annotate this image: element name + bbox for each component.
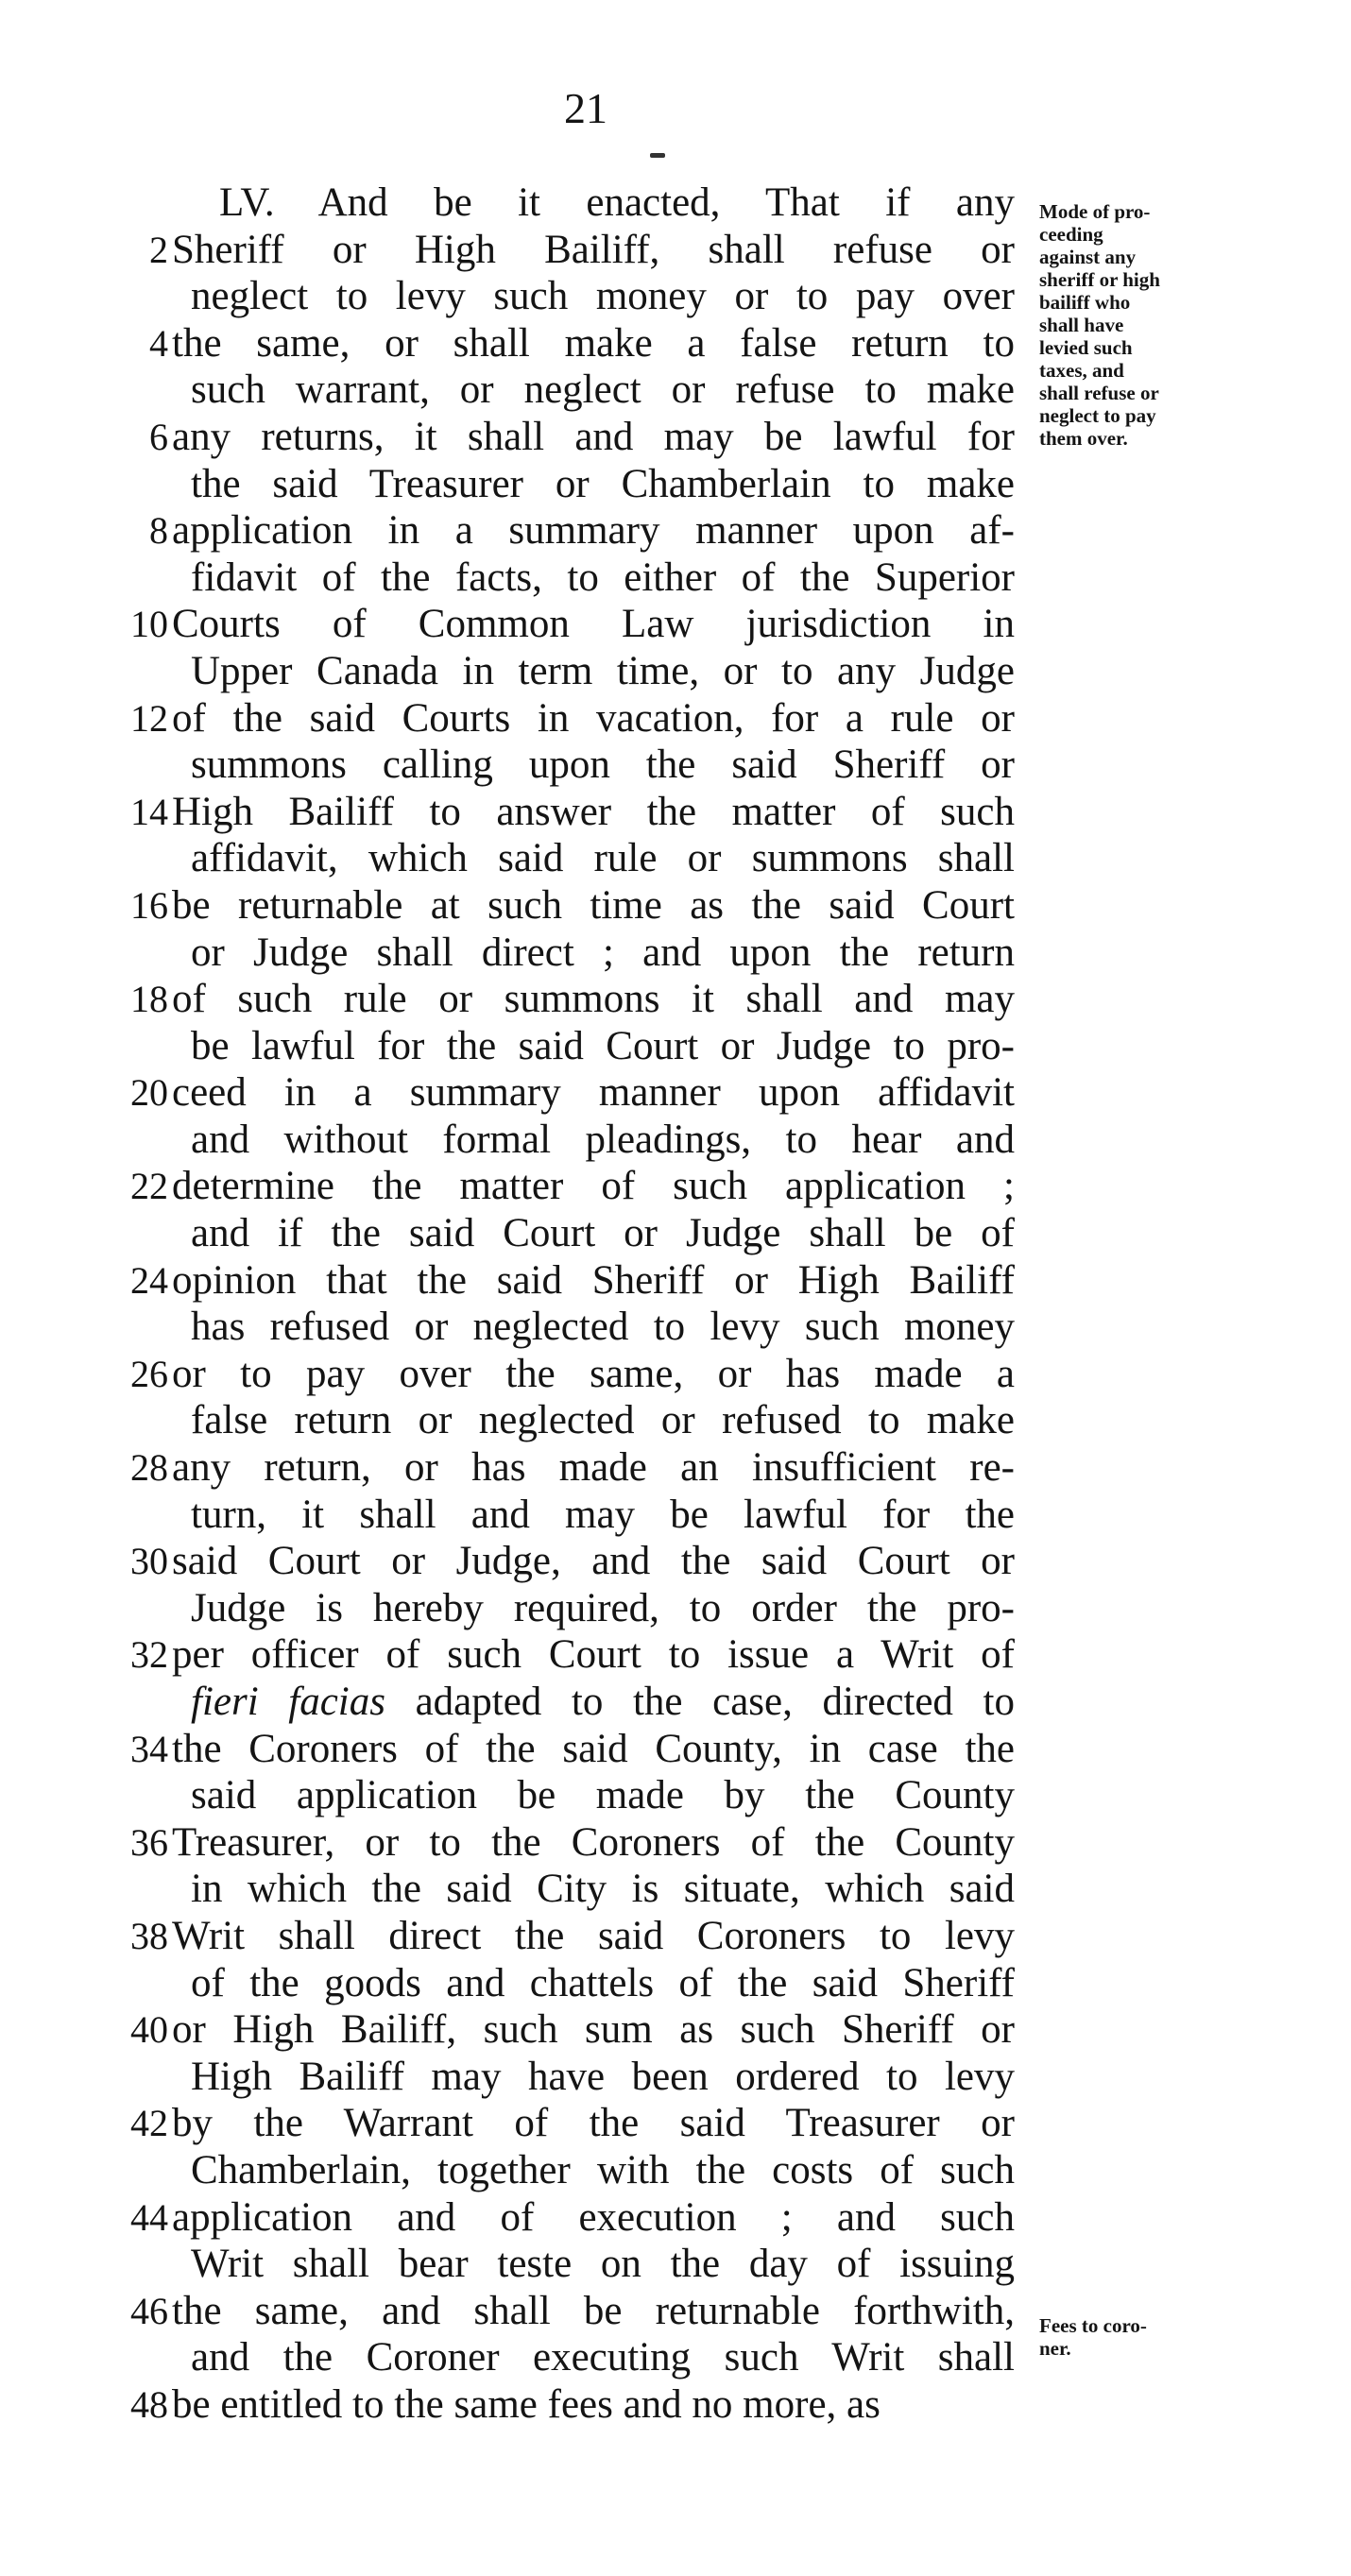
text-line [0, 930, 1030, 977]
text-line [0, 1444, 1030, 1492]
line-text: be entitled to the same fees and no more, as [172, 2381, 881, 2427]
text-line [0, 1257, 1030, 1305]
line-number: 46 [130, 2289, 168, 2332]
line-text: ceed in a summary manner upon affidavit [172, 1070, 1015, 1116]
line-text: application and of execution ; and such [172, 2194, 1015, 2240]
line-text: the Coroners of the said County, in case the [172, 1726, 1015, 1771]
text-line [0, 2381, 1030, 2429]
line-number: 28 [130, 1446, 168, 1490]
body-text [0, 179, 1030, 2429]
line-text: High Bailiff may have been ordered to levy [191, 2054, 1015, 2099]
line-text: application in a summary manner upon af- [172, 508, 1015, 554]
text-line [0, 2054, 1030, 2101]
line-text: and the Coroner executing such Writ shall [191, 2335, 1015, 2380]
line-number: 6 [149, 415, 168, 458]
line-text: affidavit, which said rule or summons shall [191, 836, 1015, 881]
ornament-mark [650, 153, 665, 158]
line-number: 8 [149, 509, 168, 553]
line-text: Courts of Common Law jurisdiction in [172, 602, 1015, 647]
text-line [0, 179, 1030, 227]
text-line [0, 1866, 1030, 1913]
line-text: any return, or has made an insufficient re- [172, 1445, 1015, 1491]
line-number: 20 [130, 1071, 168, 1115]
text-line [0, 227, 1030, 274]
line-text: Writ shall bear teste on the day of issuing [191, 2242, 1015, 2287]
text-line [0, 273, 1030, 320]
text-line [0, 1397, 1030, 1444]
text-line [0, 835, 1030, 882]
line-text: Treasurer, or to the Coroners of the County [172, 1819, 1015, 1865]
line-text: neglect to levy such money or to pay over [191, 274, 1015, 319]
text-line [0, 414, 1030, 461]
line-number: 40 [130, 2008, 168, 2052]
line-text: Upper Canada in term time, or to any Judge [191, 648, 1015, 693]
line-text: false return or neglected or refused to make [191, 1398, 1015, 1443]
line-number: 44 [130, 2195, 168, 2239]
line-text: fidavit of the facts, to either of the Superior [191, 554, 1015, 600]
line-text: Chamberlain, together with the costs of such [191, 2147, 1015, 2192]
line-text: determine the matter of such application ; [172, 1164, 1015, 1209]
text-line [0, 507, 1030, 554]
line-text: any returns, it shall and may be lawful for [172, 414, 1015, 459]
text-line [0, 1304, 1030, 1351]
line-text: in which the said City is situate, which said [191, 1867, 1015, 1912]
line-number: 22 [130, 1165, 168, 1208]
line-text: be lawful for the said Court or Judge to pro- [191, 1023, 1015, 1068]
line-number: 42 [130, 2102, 168, 2145]
margin-note-mode-of-proceeding: Mode of pro- ceeding against any sheriff or high bailiff who shall have levied such taxes, and shall refuse or neglect to pay them over. [1039, 200, 1160, 450]
line-number: 30 [130, 1540, 168, 1583]
line-text: or to pay over the same, or has made a [172, 1351, 1015, 1396]
text-line [0, 1210, 1030, 1257]
line-text: and if the said Court or Judge shall be of [191, 1211, 1015, 1256]
text-line [0, 1069, 1030, 1117]
text-line [0, 320, 1030, 367]
text-line [0, 2241, 1030, 2288]
line-number: 38 [130, 1914, 168, 1957]
text-line [0, 1492, 1030, 1539]
line-number: 34 [130, 1727, 168, 1770]
text-line [0, 2100, 1030, 2147]
text-line [0, 2147, 1030, 2194]
italic-term: fieri facias [191, 1680, 385, 1724]
line-number: 48 [130, 2382, 168, 2426]
line-text: per officer of such Court to issue a Writ of [172, 1632, 1015, 1678]
line-text: the said Treasurer or Chamberlain to make [191, 461, 1015, 506]
line-text: opinion that the said Sheriff or High Bailiff [172, 1257, 1015, 1303]
text-line [0, 2194, 1030, 2242]
text-line [0, 1023, 1030, 1070]
text-line [0, 1960, 1030, 2007]
text-line [0, 1117, 1030, 1164]
line-text: or High Bailiff, such sum as such Sheriff or [172, 2007, 1015, 2053]
text-line [0, 882, 1030, 930]
text-line [0, 601, 1030, 648]
margin-note-fees-to-coroner: Fees to coro- ner. [1039, 2314, 1147, 2360]
text-line [0, 742, 1030, 789]
line-text: High Bailiff to answer the matter of such [172, 789, 1015, 834]
text-line [0, 976, 1030, 1023]
line-number: 10 [130, 603, 168, 646]
line-text: has refused or neglected to levy such money [191, 1305, 1015, 1350]
text-line [0, 1679, 1030, 1726]
text-line [0, 1585, 1030, 1632]
text-line [0, 2334, 1030, 2381]
line-number: 26 [130, 1352, 168, 1395]
line-text: the same, and shall be returnable forthwith, [172, 2288, 1015, 2333]
line-number: 18 [130, 978, 168, 1021]
line-number: 14 [130, 790, 168, 833]
text-line [0, 648, 1030, 695]
line-text: by the Warrant of the said Treasurer or [172, 2101, 1015, 2146]
text-line [0, 1351, 1030, 1398]
line-text: said Court or Judge, and the said Court or [172, 1539, 1015, 1584]
line-text: summons calling upon the said Sheriff or [191, 742, 1015, 788]
line-text: said application be made by the County [191, 1773, 1015, 1818]
text-line [0, 2288, 1030, 2335]
line-number: 16 [130, 883, 168, 927]
text-line [0, 1772, 1030, 1819]
line-text: the same, or shall make a false return to [172, 320, 1015, 366]
line-number: 24 [130, 1258, 168, 1302]
text-line [0, 2006, 1030, 2054]
text-line [0, 1913, 1030, 1960]
line-text: fieri facias adapted to the case, directed to [191, 1680, 1015, 1724]
line-text: be returnable at such time as the said Court [172, 882, 1015, 928]
page-number: 21 [564, 84, 607, 132]
line-text: Judge is hereby required, to order the pro- [191, 1585, 1015, 1630]
line-text: Sheriff or High Bailiff, shall refuse or [172, 227, 1015, 272]
line-text: of the said Courts in vacation, for a rule or [172, 695, 1015, 741]
text-line [0, 554, 1030, 602]
line-number: 36 [130, 1820, 168, 1864]
line-number: 32 [130, 1633, 168, 1677]
line-number: 2 [149, 228, 168, 271]
line-text: of the goods and chattels of the said Sheriff [191, 1960, 1015, 2005]
line-text: Writ shall direct the said Coroners to levy [172, 1913, 1015, 1958]
line-number: 4 [149, 321, 168, 365]
text-line [0, 1163, 1030, 1210]
text-line [0, 1819, 1030, 1867]
text-line [0, 695, 1030, 742]
text-line [0, 1726, 1030, 1773]
line-text: of such rule or summons it shall and may [172, 977, 1015, 1022]
text-line [0, 1538, 1030, 1585]
text-line [0, 789, 1030, 836]
line-number: 12 [130, 696, 168, 740]
text-line [0, 367, 1030, 414]
line-text: and without formal pleadings, to hear and [191, 1117, 1015, 1162]
line-text: LV. And be it enacted, That if any [219, 180, 1015, 225]
text-line [0, 1631, 1030, 1679]
line-text: turn, it shall and may be lawful for the [191, 1492, 1015, 1537]
line-text: such warrant, or neglect or refuse to make [191, 367, 1015, 413]
line-text: or Judge shall direct ; and upon the return [191, 930, 1015, 975]
text-line [0, 461, 1030, 508]
